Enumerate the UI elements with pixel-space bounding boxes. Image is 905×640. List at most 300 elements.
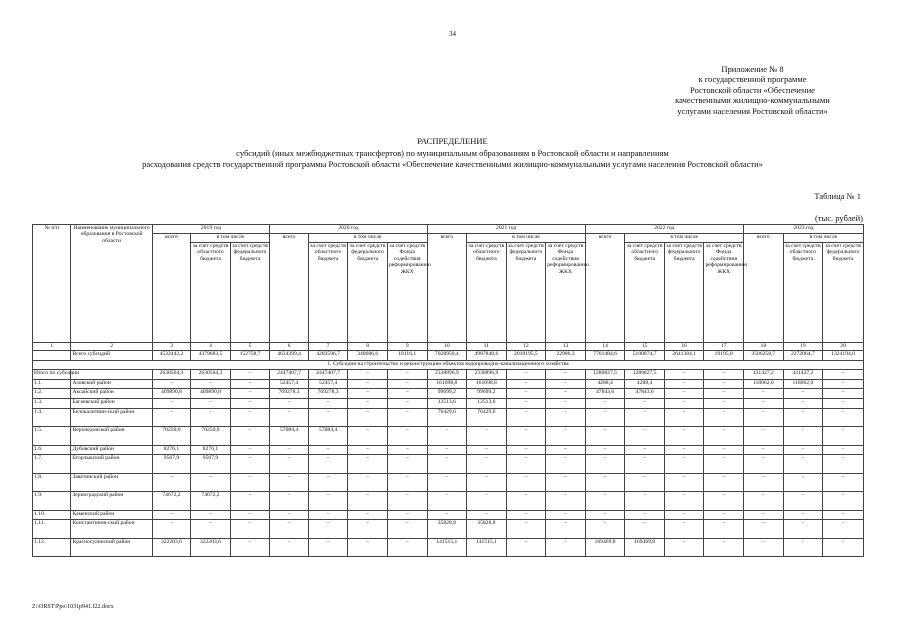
row-number: 1.5. <box>33 427 71 446</box>
table-cell: – <box>823 398 864 408</box>
table-cell: 409890,8 <box>152 389 190 399</box>
header-incl: в том числе <box>625 234 744 243</box>
table-cell: – <box>506 455 546 474</box>
table-cell: – <box>427 510 467 520</box>
table-cell: – <box>387 379 427 389</box>
header-year-2023: 2023 год <box>744 225 864 234</box>
total-label: Всего субсидий <box>71 351 152 361</box>
table-header <box>33 225 864 351</box>
table-cell: – <box>506 473 546 492</box>
table-cell: – <box>664 473 704 492</box>
header-total: всего <box>585 234 625 343</box>
row-number: 1.7. <box>33 455 71 474</box>
table-cell: 8276,1 <box>152 445 190 455</box>
column-number: 18 <box>744 343 784 351</box>
table-cell: – <box>823 473 864 492</box>
table-cell: – <box>744 510 784 520</box>
table-cell: – <box>191 510 231 520</box>
table-cell: – <box>823 389 864 399</box>
table-cell: – <box>546 379 586 389</box>
header-federal: за счет средств федерального бюджета <box>348 243 388 343</box>
row-name: Заветинский район <box>71 473 152 492</box>
table-cell: 9567,9 <box>191 455 231 474</box>
table-cell: – <box>783 455 823 474</box>
table-cell: 52457,4 <box>270 379 308 389</box>
table-cell: – <box>506 427 546 446</box>
table-cell: – <box>308 408 348 427</box>
table-cell: 74672,2 <box>152 492 190 511</box>
table-cell: – <box>191 520 231 539</box>
table-cell: – <box>230 408 270 427</box>
table-cell: – <box>467 427 507 446</box>
table-cell: – <box>625 455 665 474</box>
table-cell: 57084,4 <box>308 427 348 446</box>
table-cell: – <box>467 473 507 492</box>
table-row <box>33 445 864 455</box>
table-body <box>33 351 864 557</box>
row-name: Дубовский район <box>71 445 152 455</box>
table-cell: 47843,6 <box>585 389 625 399</box>
table-cell: 22906,3 <box>546 351 586 361</box>
table-cell: – <box>152 473 190 492</box>
table-cell: 8276,1 <box>191 445 231 455</box>
table-cell: – <box>308 455 348 474</box>
table-cell: – <box>230 538 270 557</box>
table-cell: – <box>467 445 507 455</box>
row-name: Константинов-ский район <box>71 520 152 539</box>
header-regional: за счет средств областного бюджета <box>783 243 823 343</box>
table-cell: – <box>823 379 864 389</box>
table-cell: 2641384,1 <box>664 351 704 361</box>
table-cell: – <box>387 370 427 380</box>
header-regional: за счет средств областного бюджета <box>625 243 665 343</box>
table-row <box>33 370 864 380</box>
header-federal: за счет средств федерального бюджета <box>823 243 864 343</box>
appendix-line: Ростовской области «Обеспечение <box>690 84 815 95</box>
table-cell: – <box>230 520 270 539</box>
table-cell: 4634399,4 <box>270 351 308 361</box>
table-cell: 322203,6 <box>191 538 231 557</box>
table-cell: – <box>387 398 427 408</box>
table-cell: – <box>348 520 388 539</box>
table-cell: – <box>625 398 665 408</box>
table-row <box>33 427 864 446</box>
table-cell: 1280827,5 <box>625 370 665 380</box>
table-cell: – <box>230 510 270 520</box>
table-cell: 4288,4 <box>625 379 665 389</box>
table-cell: – <box>308 510 348 520</box>
table-cell: 7028950,4 <box>427 351 467 361</box>
table-cell: – <box>625 510 665 520</box>
table-cell: – <box>230 473 270 492</box>
table-cell: – <box>704 370 744 380</box>
table-cell: – <box>230 398 270 408</box>
table-cell: – <box>704 398 744 408</box>
table-cell: – <box>625 427 665 446</box>
table-cell: – <box>348 379 388 389</box>
appendix-line: к государственной программе <box>698 74 807 85</box>
table-cell: – <box>387 408 427 427</box>
table-cell: – <box>348 492 388 511</box>
table-cell: – <box>625 473 665 492</box>
table-cell: – <box>427 492 467 511</box>
table-cell: – <box>823 492 864 511</box>
table-cell: – <box>506 538 546 557</box>
table-cell: – <box>625 492 665 511</box>
appendix-line: услугами населения Ростовской области» <box>677 105 828 116</box>
table-cell: – <box>704 427 744 446</box>
table-cell: – <box>704 520 744 539</box>
column-number: 20 <box>823 343 864 351</box>
table-cell: – <box>387 445 427 455</box>
table-cell: – <box>191 398 231 408</box>
table-cell: 340686,6 <box>348 351 388 361</box>
row-name: Азовский район <box>71 379 152 389</box>
column-number: 12 <box>506 343 546 351</box>
table-cell: – <box>308 492 348 511</box>
row-name: Зерноградский район <box>71 492 152 511</box>
table-cell: – <box>585 473 625 492</box>
column-number: 7 <box>308 343 348 351</box>
table-cell: – <box>348 398 388 408</box>
table-cell: – <box>387 510 427 520</box>
row-name: Белокалитвин-ский район <box>71 408 152 427</box>
table-cell: – <box>823 538 864 557</box>
table-cell: – <box>191 473 231 492</box>
table-number: Таблица № 1 <box>814 191 861 201</box>
table-row <box>33 538 864 557</box>
table-cell: – <box>546 473 586 492</box>
column-number: 16 <box>664 343 704 351</box>
table-cell: 4379683,5 <box>191 351 231 361</box>
table-cell: – <box>704 473 744 492</box>
table-cell: – <box>546 389 586 399</box>
header-year-2021: 2021 год <box>427 225 585 234</box>
table-cell: – <box>664 445 704 455</box>
table-cell <box>33 351 71 361</box>
table-cell: – <box>387 427 427 446</box>
table-cell: 161698,8 <box>427 379 467 389</box>
header-regional: за счет средств областного бюджета <box>191 243 231 343</box>
table-cell: – <box>546 510 586 520</box>
table-cell: – <box>783 473 823 492</box>
table-cell: – <box>467 510 507 520</box>
header-incl: в том числе <box>308 234 427 243</box>
table-cell: – <box>427 455 467 474</box>
title-line: расходования средств государственной программы Ростовской области «Обеспечение качественными жилищно-коммунальными услугами населения Ростовской области» <box>142 159 763 169</box>
table-cell: – <box>783 538 823 557</box>
table-cell: 1324194,0 <box>823 351 864 361</box>
row-number: 1.2. <box>33 389 71 399</box>
table-cell: – <box>308 445 348 455</box>
row-name: Каменский район <box>71 510 152 520</box>
table-cell: – <box>506 370 546 380</box>
table-cell: – <box>585 520 625 539</box>
distribution-table <box>32 224 864 557</box>
table-cell: – <box>270 510 308 520</box>
table-cell: – <box>506 445 546 455</box>
table-cell: – <box>704 492 744 511</box>
table-cell: 10116,1 <box>387 351 427 361</box>
table-cell: 57084,4 <box>270 427 308 446</box>
table-cell: 9567,9 <box>152 455 190 474</box>
header-total: всего <box>427 234 467 343</box>
table-cell: 2630504,3 <box>152 370 190 380</box>
table-cell: – <box>823 455 864 474</box>
table-cell: 4532442,2 <box>152 351 190 361</box>
table-cell: 2338896,9 <box>467 370 507 380</box>
table-cell: – <box>230 427 270 446</box>
row-number: 1.12. <box>33 538 71 557</box>
table-cell: – <box>506 492 546 511</box>
row-name: Багаевский район <box>71 398 152 408</box>
column-number: 6 <box>270 343 308 351</box>
table-cell: 35828,8 <box>467 520 507 539</box>
header-num: № п/п <box>33 225 71 343</box>
table-cell: 3506258,7 <box>744 351 784 361</box>
table-cell: – <box>664 510 704 520</box>
units-label: (тыс. рублей) <box>814 213 863 223</box>
header-federal: за счет средств федерального бюджета <box>664 243 704 343</box>
table-cell: – <box>348 370 388 380</box>
table-cell: 118062,0 <box>783 379 823 389</box>
title-line: субсидий (иных межбюджетных трансфертов) по муниципальным образованиям в Ростовской области и направлениям <box>236 147 669 158</box>
table-cell: 76429,6 <box>467 408 507 427</box>
table-cell: – <box>308 538 348 557</box>
table-cell: – <box>546 520 586 539</box>
table-cell: – <box>704 408 744 427</box>
header-federal: за счет средств федерального бюджета <box>506 243 546 343</box>
table-cell: 35828,8 <box>427 520 467 539</box>
table-cell: – <box>823 427 864 446</box>
table-cell: – <box>427 445 467 455</box>
table-cell: – <box>823 370 864 380</box>
table-cell: – <box>191 408 231 427</box>
header-year-2019: 2019 год <box>152 225 270 234</box>
table-cell: – <box>744 455 784 474</box>
table-cell: – <box>823 408 864 427</box>
table-cell: – <box>191 379 231 389</box>
table-cell: – <box>387 492 427 511</box>
table-cell: 2630504,3 <box>191 370 231 380</box>
table-cell: – <box>506 389 546 399</box>
table-row <box>33 455 864 474</box>
table-cell: 322203,6 <box>152 538 190 557</box>
table-cell: – <box>230 455 270 474</box>
table-cell: – <box>506 520 546 539</box>
table-cell: – <box>585 408 625 427</box>
table-cell: – <box>152 398 190 408</box>
table-cell: 12513,6 <box>427 398 467 408</box>
row-number: 1.1. <box>33 379 71 389</box>
table-cell: – <box>744 538 784 557</box>
table-cell: – <box>230 389 270 399</box>
table-cell: – <box>664 455 704 474</box>
table-cell: – <box>704 389 744 399</box>
appendix-line: Приложение № 8 <box>721 64 784 74</box>
table-cell: – <box>585 445 625 455</box>
table-cell: – <box>546 408 586 427</box>
table-cell: – <box>467 492 507 511</box>
table-cell: – <box>783 427 823 446</box>
table-cell: – <box>387 538 427 557</box>
header-incl: в том числе <box>467 234 586 243</box>
table-cell: – <box>783 520 823 539</box>
table-cell: – <box>387 389 427 399</box>
page-number: 34 <box>449 30 456 38</box>
column-number: 13 <box>546 343 586 351</box>
table-cell: 2272064,7 <box>783 351 823 361</box>
table-cell: – <box>664 520 704 539</box>
table-cell: – <box>348 538 388 557</box>
table-cell: – <box>270 455 308 474</box>
table-cell: 169469,8 <box>585 538 625 557</box>
table-cell: 2018195,5 <box>506 351 546 361</box>
table-cell: – <box>152 510 190 520</box>
table-cell: 74672,2 <box>191 492 231 511</box>
table-cell: – <box>585 492 625 511</box>
table-row <box>33 492 864 511</box>
table-cell: – <box>704 445 744 455</box>
table-cell: 76429,6 <box>427 408 467 427</box>
table-cell: 2447407,7 <box>270 370 308 380</box>
table-cell: – <box>270 492 308 511</box>
table-cell: 769278,3 <box>308 389 348 399</box>
table-cell: – <box>270 445 308 455</box>
column-number: 17 <box>704 343 744 351</box>
table-row <box>33 379 864 389</box>
table-cell: 431427,2 <box>744 370 784 380</box>
table-cell: – <box>585 455 625 474</box>
column-number: 4 <box>191 343 231 351</box>
table-cell: 12513,6 <box>467 398 507 408</box>
row-name <box>71 370 152 380</box>
table-cell: – <box>744 408 784 427</box>
file-path: Z:\ORST\Ppo\1031p941.f22.docx <box>32 604 114 610</box>
table-cell: 152758,7 <box>230 351 270 361</box>
row-name: Егорлыкский район <box>71 455 152 474</box>
table-cell: 70250,0 <box>152 427 190 446</box>
table-row <box>33 408 864 427</box>
column-numbers-row <box>33 343 864 351</box>
table-row <box>33 389 864 399</box>
table-cell: – <box>427 427 467 446</box>
header-year-2020: 2020 год <box>270 225 427 234</box>
table-cell: – <box>625 408 665 427</box>
header-year-2022: 2022 год <box>585 225 743 234</box>
table-cell: – <box>704 538 744 557</box>
table-cell: – <box>230 492 270 511</box>
header-total: всего <box>152 234 190 343</box>
table-cell: – <box>823 510 864 520</box>
table-row <box>33 473 864 492</box>
column-number: 2 <box>71 343 152 351</box>
table-cell: – <box>664 408 704 427</box>
table-cell: – <box>270 408 308 427</box>
header-regional: за счет средств областного бюджета <box>308 243 348 343</box>
table-cell: – <box>467 455 507 474</box>
table-cell: – <box>664 370 704 380</box>
table-cell: 409890,8 <box>191 389 231 399</box>
table-cell: – <box>348 510 388 520</box>
table-cell: 431427,2 <box>783 370 823 380</box>
table-cell: 2447407,7 <box>308 370 348 380</box>
table-cell: – <box>270 473 308 492</box>
section-title: 1. Субсидия на строительство и реконструкцию объектов водопроводно-канализационного хозяйства <box>33 360 864 370</box>
column-number: 8 <box>348 343 388 351</box>
total-row <box>33 351 864 361</box>
column-number: 5 <box>230 343 270 351</box>
table-cell: 2338896,9 <box>427 370 467 380</box>
row-number: Итого по субсидии <box>33 370 71 380</box>
table-cell: – <box>427 473 467 492</box>
table-cell: – <box>664 427 704 446</box>
row-number: 1.11. <box>33 520 71 539</box>
table-cell: – <box>664 379 704 389</box>
header-name: Наименование муниципального образования в Ростовской области <box>71 225 152 343</box>
table-cell: – <box>744 445 784 455</box>
table-cell: – <box>348 455 388 474</box>
table-cell: – <box>546 370 586 380</box>
table-cell: – <box>270 520 308 539</box>
table-cell: – <box>308 398 348 408</box>
table-cell: – <box>506 379 546 389</box>
table-cell: – <box>348 445 388 455</box>
table-cell: – <box>783 510 823 520</box>
table-cell: – <box>348 389 388 399</box>
table-cell: – <box>744 398 784 408</box>
column-number: 10 <box>427 343 467 351</box>
table-cell: – <box>704 455 744 474</box>
column-number: 1 <box>33 343 71 351</box>
table-cell: – <box>744 520 784 539</box>
table-cell: 4987848,6 <box>467 351 507 361</box>
table-cell: – <box>585 510 625 520</box>
row-number: 1.9. <box>33 492 71 511</box>
table-cell: 769278,3 <box>270 389 308 399</box>
section-row <box>33 360 864 370</box>
table-cell: 169469,8 <box>625 538 665 557</box>
table-cell: – <box>387 455 427 474</box>
column-number: 14 <box>585 343 625 351</box>
header-federal: за счет средств федерального бюджета <box>230 243 270 343</box>
table-cell: – <box>664 389 704 399</box>
header-total: всего <box>270 234 308 343</box>
appendix-heading <box>600 64 905 116</box>
table-row <box>33 510 864 520</box>
row-number: 1.6. <box>33 445 71 455</box>
table-cell: – <box>387 520 427 539</box>
table-cell: – <box>744 389 784 399</box>
table-cell: – <box>308 473 348 492</box>
table-cell: – <box>783 408 823 427</box>
header-incl: в том числе <box>191 234 270 243</box>
column-number: 15 <box>625 343 665 351</box>
table-row <box>33 398 864 408</box>
table-cell: – <box>506 398 546 408</box>
table-cell: – <box>625 520 665 539</box>
table-cell: 99699,2 <box>427 389 467 399</box>
table-cell: – <box>664 492 704 511</box>
table-cell: – <box>823 445 864 455</box>
table-cell: – <box>546 538 586 557</box>
table-cell: 99699,2 <box>467 389 507 399</box>
table-cell: – <box>546 455 586 474</box>
table-cell: – <box>664 398 704 408</box>
column-number: 3 <box>152 343 190 351</box>
table-cell: – <box>704 379 744 389</box>
title-line: РАСПРЕДЕЛЕНИЕ <box>417 136 488 146</box>
